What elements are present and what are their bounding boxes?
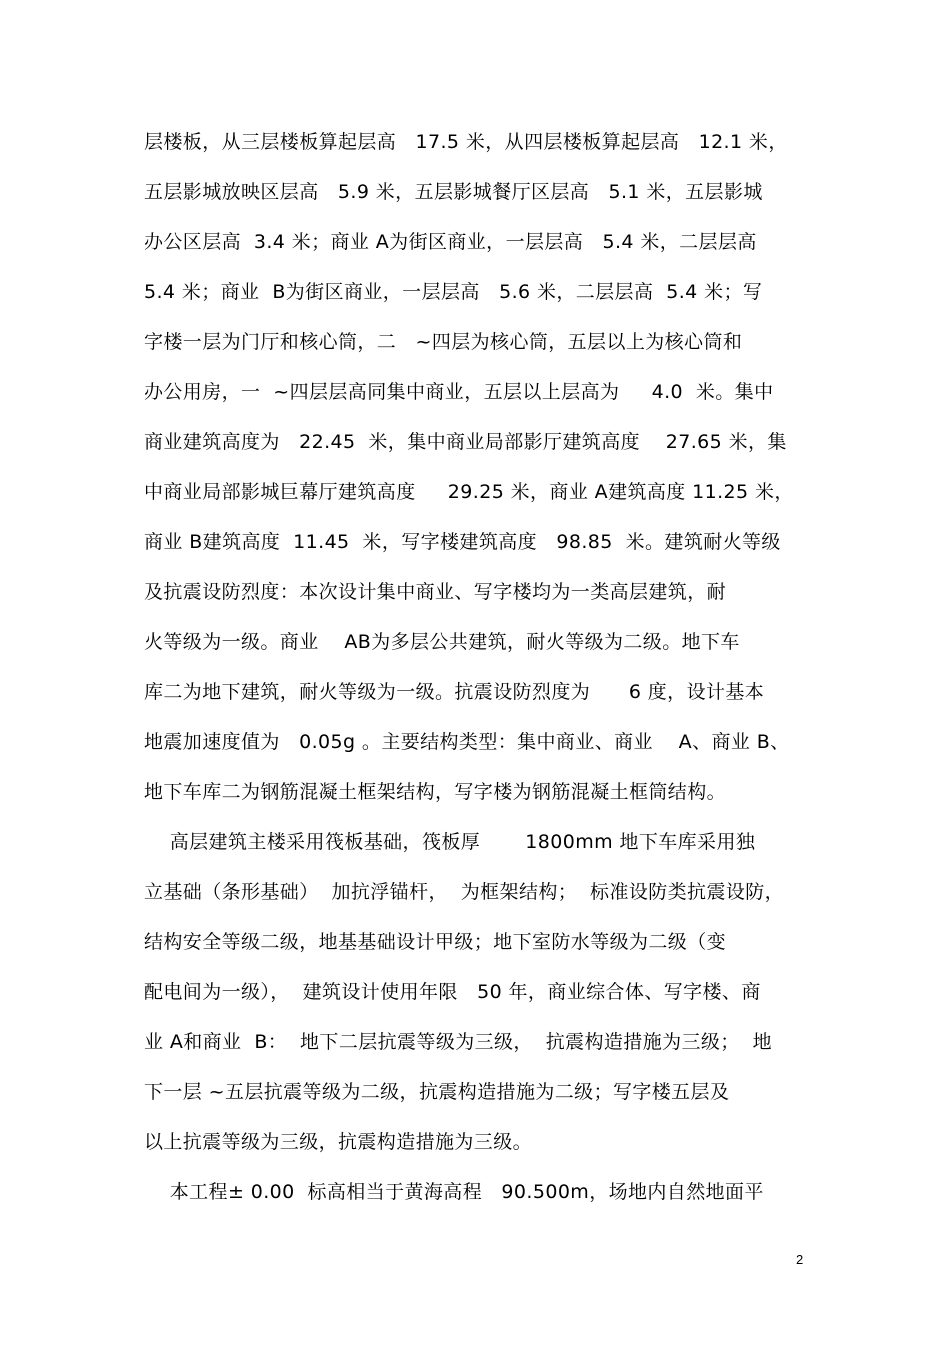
text-line: 五层影城放映区层高 5.9 米，五层影城餐厅区层高 5.1 米，五层影城 [144, 181, 763, 203]
text-line: 本工程± 0.00 标高相当于黄海高程 90.500m，场地内自然地面平 [144, 1181, 764, 1203]
text-line: 地震加速度值为 0.05g 。主要结构类型：集中商业、商业 A、商业 B、 [144, 731, 790, 753]
text-line: 字楼一层为门厅和核心筒，二 ~四层为核心筒，五层以上为核心筒和 [144, 331, 743, 353]
text-line: 立基础（条形基础） 加抗浮锚杆， 为框架结构； 标准设防类抗震设防， [144, 881, 785, 903]
text-line: 业 A和商业 B： 地下二层抗震等级为三级， 抗震构造措施为三级； 地 [144, 1031, 772, 1053]
text-line: 结构安全等级二级，地基基础设计甲级；地下室防水等级为二级（变 [144, 931, 727, 953]
text-line: 库二为地下建筑，耐火等级为一级。抗震设防烈度为 6 度，设计基本 [144, 681, 765, 703]
text-line: 商业 B建筑高度 11.45 米，写字楼建筑高度 98.85 米。建筑耐火等级 [144, 531, 781, 553]
text-line: 火等级为一级。商业 AB为多层公共建筑，耐火等级为二级。地下车 [144, 631, 740, 653]
text-line: 商业建筑高度为 22.45 米，集中商业局部影厅建筑高度 27.65 米，集 [144, 431, 787, 453]
page-number: 2 [796, 1252, 804, 1267]
text-line: 中商业局部影城巨幕厅建筑高度 29.25 米，商业 A建筑高度 11.25 米， [144, 481, 794, 503]
text-line: 5.4 米；商业 B为街区商业，一层层高 5.6 米，二层层高 5.4 米；写 [144, 281, 763, 303]
text-line: 高层建筑主楼采用筏板基础，筏板厚 1800mm 地下车库采用独 [144, 831, 756, 853]
text-line: 配电间为一级）， 建筑设计使用年限 50 年，商业综合体、写字楼、商 [144, 981, 761, 1003]
text-line: 以上抗震等级为三级，抗震构造措施为三级。 [144, 1131, 533, 1153]
text-line: 层楼板，从三层楼板算起层高 17.5 米，从四层楼板算起层高 12.1 米， [144, 131, 788, 153]
text-line: 下一层 ~五层抗震等级为二级，抗震构造措施为二级；写字楼五层及 [144, 1081, 730, 1103]
text-line: 办公区层高 3.4 米；商业 A为街区商业，一层层高 5.4 米，二层层高 [144, 231, 757, 253]
text-line: 地下车库二为钢筋混凝土框架结构，写字楼为钢筋混凝土框筒结构。 [144, 781, 727, 803]
text-line: 及抗震设防烈度：本次设计集中商业、写字楼均为一类高层建筑，耐 [144, 581, 727, 603]
text-line: 办公用房，一 ~四层层高同集中商业，五层以上层高为 4.0 米。集中 [144, 381, 774, 403]
